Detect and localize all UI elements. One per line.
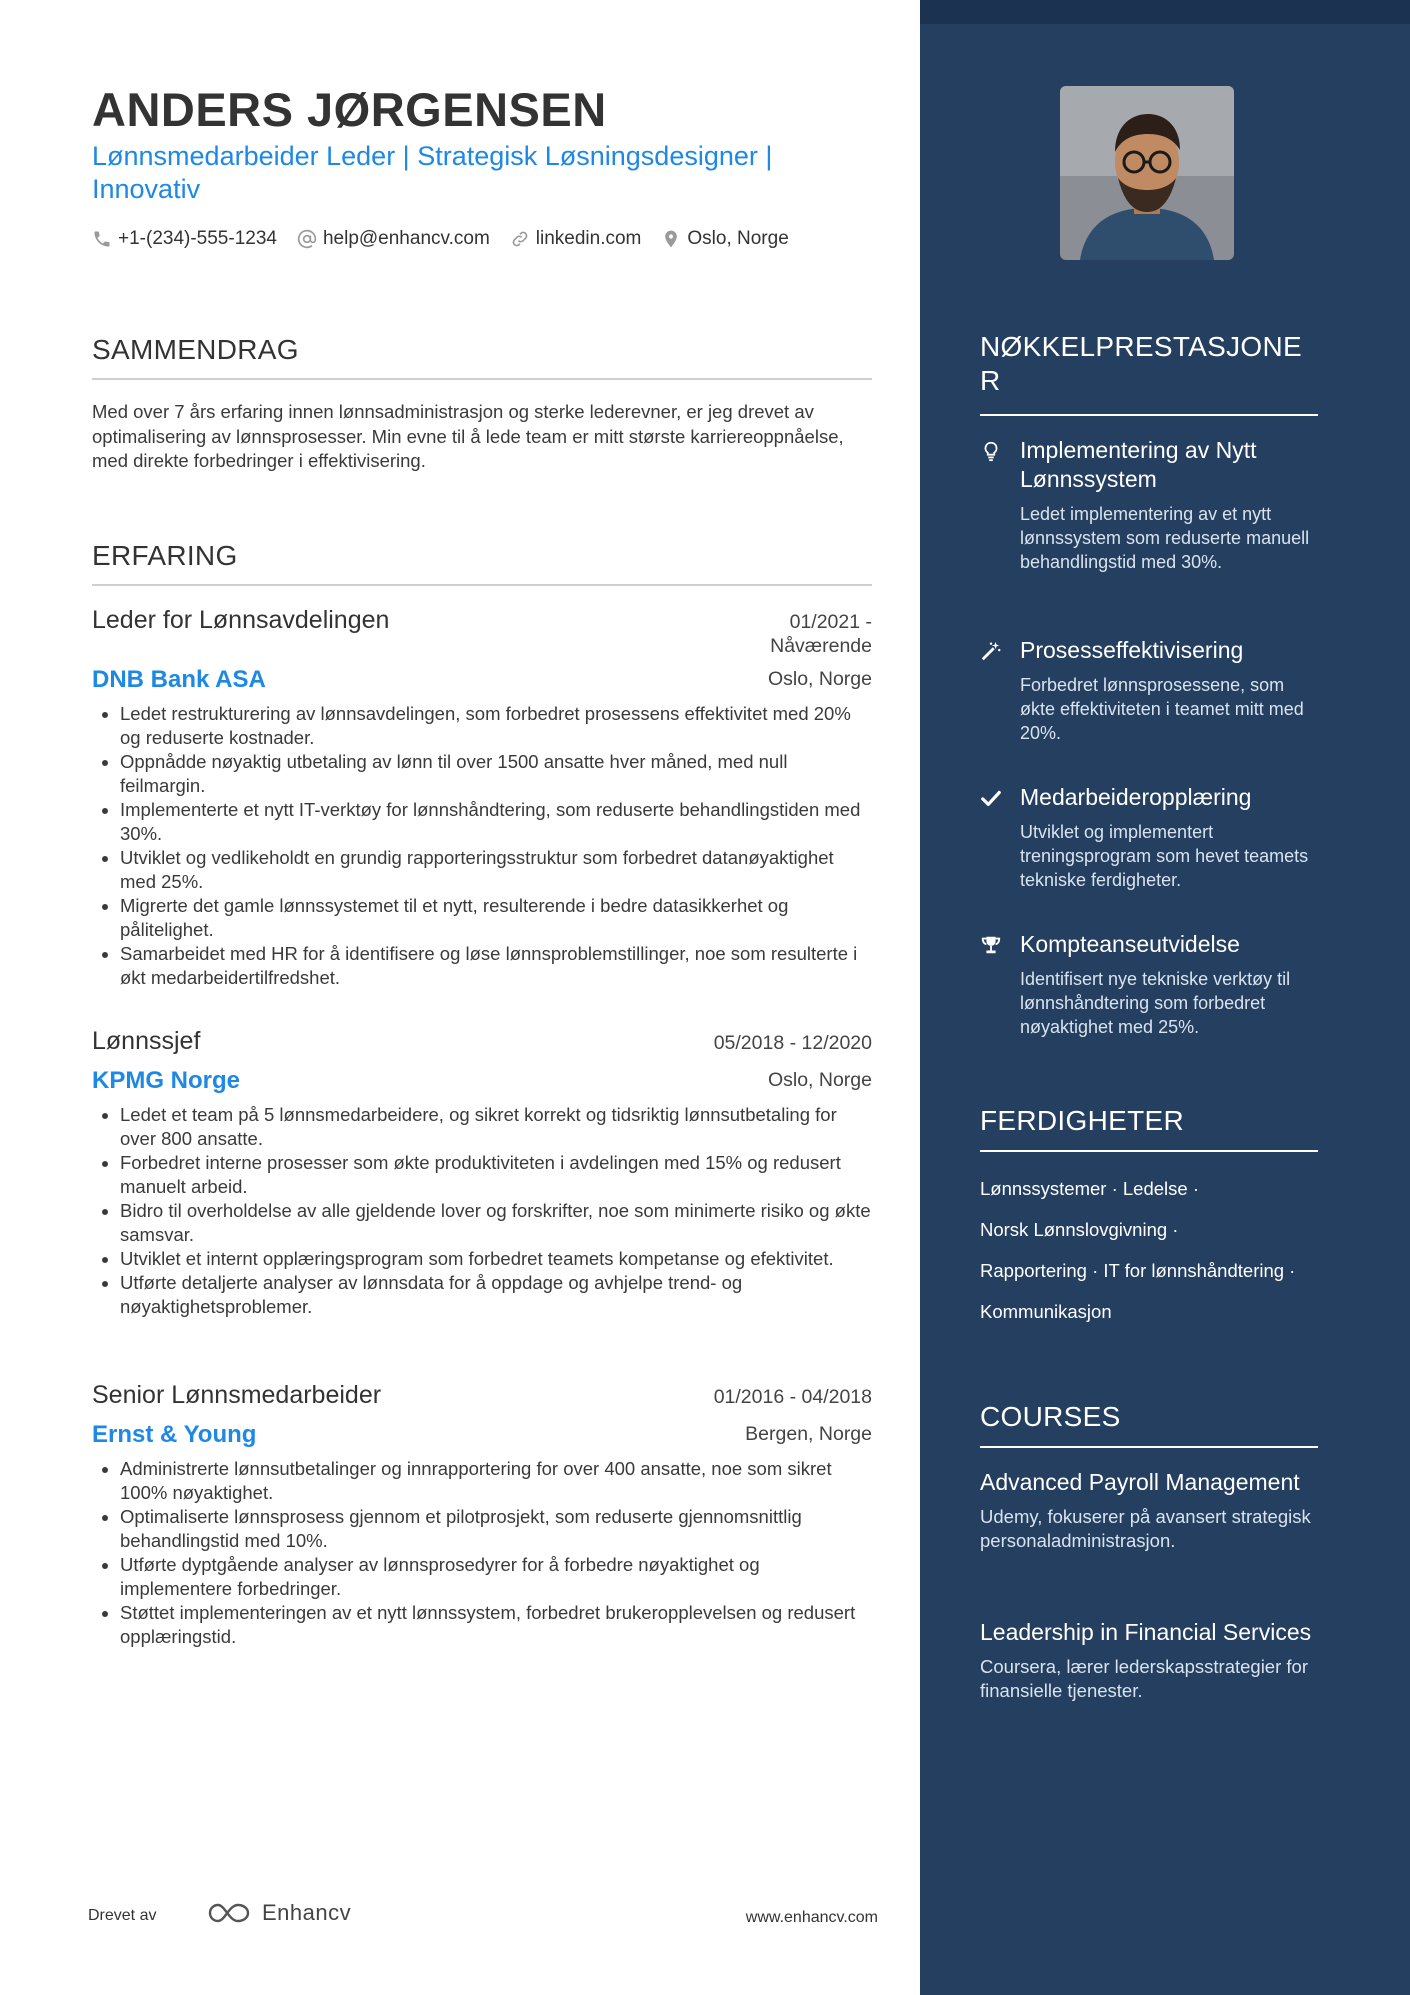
achievement-title: Kompteanseutvidelse [1020, 931, 1240, 957]
location-pin-icon [661, 229, 681, 249]
sidebar-top-strip [920, 0, 1410, 24]
bullet-item: • Samarbeidet med HR for å identifisere og løse lønnsproblemstillinger, noe som resulterte i økt medarbeidertilfredshet. [120, 942, 872, 990]
bullet-item: • Utførte detaljerte analyser av lønnsdata for å oppdage og avhjelpe trend- og nøyaktighetsproblemer. [120, 1271, 872, 1319]
enhancv-logo[interactable] [206, 1900, 351, 1926]
job-bullets [92, 1103, 872, 1319]
achievements-divider [980, 414, 1318, 416]
at-icon [297, 229, 317, 249]
achievement-item [980, 783, 1320, 892]
skills-divider [980, 1150, 1318, 1152]
skill-line: Kommunikasjon [980, 1301, 1112, 1322]
infinity-logo-icon [206, 1900, 254, 1926]
experience-heading: ERFARING [92, 540, 238, 571]
job-title: Lønnssjef [92, 1027, 201, 1055]
summary-heading: SAMMENDRAG [92, 334, 299, 365]
bullet-item: • Utførte dyptgående analyser av lønnsprosedyrer for å forbedre nøyaktighet og implementere forbedringer. [120, 1553, 872, 1601]
bullet-item: • Ledet et team på 5 lønnsmedarbeidere, og sikret korrekt og tidsriktig lønnsutbetaling for over 800 ansatte. [120, 1103, 872, 1151]
contact-location [661, 228, 788, 250]
lightbulb-icon [980, 440, 1002, 462]
linkedin-text: linkedin.com [535, 228, 642, 249]
bullet-item: • Støttet implementeringen av et nytt lønnssystem, forbedret brukeropplevelsen og redusert opplæringstid. [120, 1601, 872, 1649]
email-text: help@enhancv.com [322, 228, 490, 249]
achievement-desc: Forbedret lønnsprosessene, som økte effektiviteten i teamet mitt med 20%. [1020, 675, 1304, 743]
headline: Lønnsmedarbeider Leder | Strategisk Løsningsdesigner | Innovativ [92, 141, 773, 204]
job-title: Senior Lønnsmedarbeider [92, 1381, 382, 1409]
achievement-item [980, 636, 1320, 745]
achievements-heading: NØKKELPRESTASJONER [980, 331, 1303, 396]
footer-url[interactable]: www.enhancv.com [745, 1909, 878, 1926]
job-dates: 05/2018 - 12/2020 [713, 1032, 872, 1054]
skill-line: Rapportering · IT for lønnshåndtering · [980, 1260, 1296, 1281]
bullet-item: • Migrerte det gamle lønnssystemet til et nytt, resulterende i bedre datasikkerhet og pålitelighet. [120, 894, 872, 942]
experience-divider [92, 584, 872, 586]
job-dates: 01/2021 - Nåværende [770, 611, 872, 657]
bullet-item: • Oppnådde nøyaktig utbetaling av lønn til over 1500 ansatte hver måned, med null feilmargin. [120, 750, 872, 798]
contact-email[interactable] [297, 228, 490, 250]
phone-icon [92, 229, 112, 249]
job-entry [92, 1381, 872, 1649]
footer-brand: Enhancv [262, 1900, 352, 1925]
skills-heading: FERDIGHETER [980, 1105, 1184, 1136]
achievement-item [980, 930, 1320, 1039]
bullet-item: • Forbedret interne prosesser som økte produktiviteten i avdelingen med 15% og redusert manuelt arbeid. [120, 1151, 872, 1199]
bullet-item: • Administrerte lønnsutbetalinger og innrapportering for over 400 ansatte, noe som sikret 100% nøyaktighet. [120, 1457, 872, 1505]
course-desc: Coursera, lærer lederskapsstrategier for finansielle tjenester. [980, 1656, 1308, 1701]
skill-line: Lønnssystemer · Ledelse · [980, 1178, 1200, 1199]
bullet-item: • Bidro til overholdelse av alle gjeldende lover og forskrifter, noe som minimerte risiko og økte samsvar. [120, 1199, 872, 1247]
summary-text: Med over 7 års erfaring innen lønnsadministrasjon og sterke lederevner, er jeg drevet av optimalisering av lønnsprosesser. Min evne til å lede team er mitt største karriereoppnåelse, med direkte forbedringer i effektivisering. [92, 401, 844, 471]
company-name: Ernst & Young [92, 1421, 257, 1448]
company-name: KPMG Norge [92, 1067, 241, 1094]
job-bullets [92, 1457, 872, 1649]
achievement-desc: Utviklet og implementert treningsprogram som hevet teamets tekniske ferdigheter. [1020, 822, 1309, 890]
trophy-icon [980, 934, 1002, 956]
course-title: Leadership in Financial Services [980, 1619, 1312, 1645]
job-dates: 01/2016 - 04/2018 [713, 1386, 872, 1408]
contact-bar [92, 228, 809, 250]
achievement-title: Implementering av Nytt Lønnssystem [1020, 437, 1257, 492]
phone-text: +1-(234)-555-1234 [118, 228, 277, 249]
course-title: Advanced Payroll Management [980, 1469, 1300, 1495]
job-title: Leder for Lønnsavdelingen [92, 606, 390, 634]
course-item [980, 1618, 1320, 1703]
achievement-desc: Identifisert nye tekniske verktøy til lønnshåndtering som forbedret nøyaktighet med 25%. [1020, 969, 1291, 1037]
footer-powered-by: Drevet av [88, 1907, 157, 1924]
bullet-item: • Implementerte et nytt IT-verktøy for lønnshåndtering, som reduserte behandlingstiden med 30%. [120, 798, 872, 846]
courses-heading: COURSES [980, 1401, 1121, 1432]
achievement-title: Prosesseffektivisering [1020, 637, 1244, 663]
achievement-title: Medarbeideropplæring [1020, 784, 1252, 810]
achievement-item [980, 436, 1320, 574]
bullet-item: • Utviklet et internt opplæringsprogram som forbedret teamets kompetanse og efektivitet. [120, 1247, 872, 1271]
contact-linkedin[interactable] [510, 228, 642, 250]
magic-wand-icon [980, 640, 1002, 662]
checkmark-icon [980, 787, 1002, 809]
profile-photo [1060, 86, 1234, 260]
achievement-desc: Ledet implementering av et nytt lønnssystem som reduserte manuell behandlingstid med 30%. [1020, 504, 1310, 572]
courses-divider [980, 1446, 1318, 1448]
job-entry [92, 1027, 872, 1319]
job-bullets [92, 702, 872, 990]
bullet-item: • Ledet restrukturering av lønnsavdelingen, som forbedret prosessens effektivitet med 20% og reduserte kostnader. [120, 702, 872, 750]
job-entry [92, 606, 872, 990]
skills-list [980, 1168, 1340, 1332]
summary-divider [92, 378, 872, 380]
job-location: Oslo, Norge [767, 668, 872, 690]
skill-line: Norsk Lønnslovgivning · [980, 1219, 1179, 1240]
candidate-name: ANDERS JØRGENSEN [92, 83, 607, 136]
bullet-item: • Optimaliserte lønnsprosess gjennom et pilotprosjekt, som reduserte gjennomsnittlig behandlingstid med 10%. [120, 1505, 872, 1553]
link-icon [510, 229, 530, 249]
company-name: DNB Bank ASA [92, 666, 266, 693]
location-text: Oslo, Norge [687, 228, 789, 249]
bullet-item: • Utviklet og vedlikeholdt en grundig rapporteringsstruktur som forbedret datanøyaktighet med 25%. [120, 846, 872, 894]
contact-phone[interactable] [92, 228, 277, 250]
course-item [980, 1468, 1320, 1553]
job-location: Bergen, Norge [745, 1423, 872, 1445]
job-location: Oslo, Norge [767, 1069, 872, 1091]
course-desc: Udemy, fokuserer på avansert strategisk personaladministrasjon. [980, 1506, 1311, 1551]
